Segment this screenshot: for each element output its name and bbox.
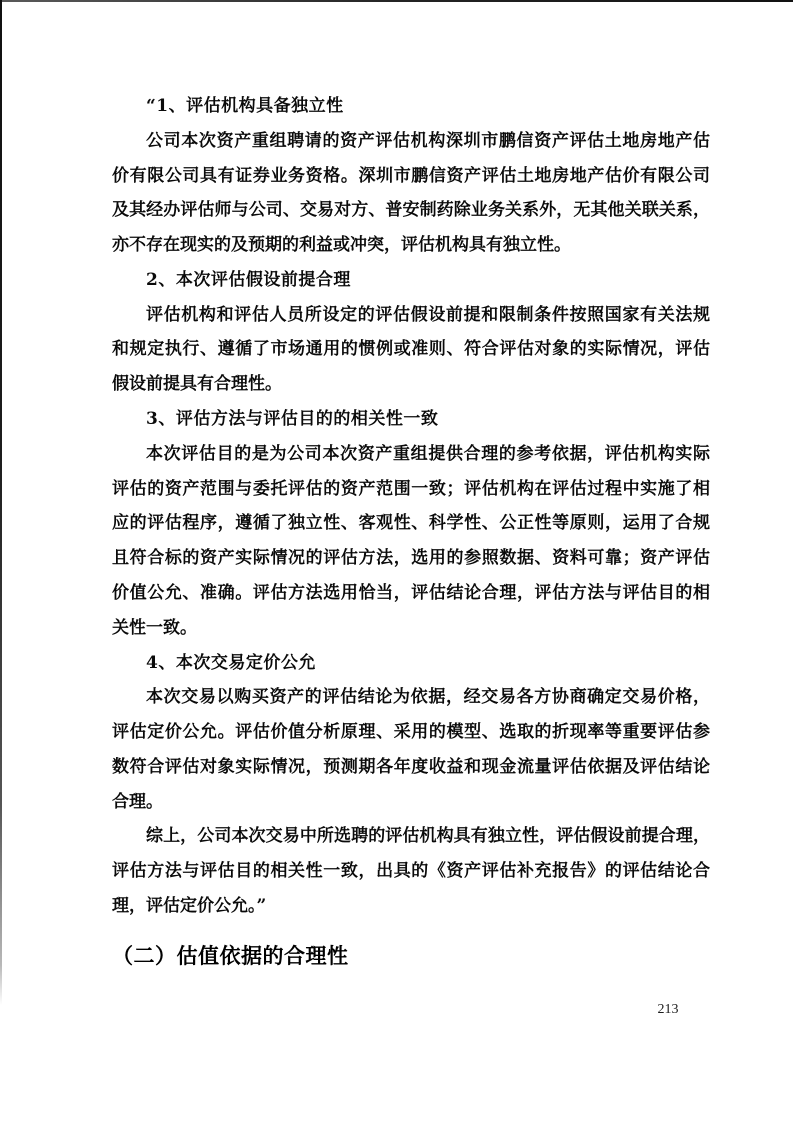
section-heading: 3、评估方法与评估目的的相关性一致 bbox=[146, 409, 439, 430]
body-line: 评估方法与评估目的相关性一致，出具的《资产评估补充报告》的评估结论合 bbox=[112, 861, 710, 882]
body-line: 且符合标的资产实际情况的评估方法，选用的参照数据、资料可靠；资产评估 bbox=[112, 548, 710, 569]
scan-artifact-top-edge bbox=[0, 0, 793, 2]
body-line: 合理。 bbox=[112, 791, 163, 812]
body-line: 价值公允、准确。评估方法选用恰当，评估结论合理，评估方法与评估目的相 bbox=[112, 582, 710, 603]
body-line: 评估定价公允。评估价值分析原理、采用的模型、选取的折现率等重要评估参 bbox=[112, 722, 710, 743]
body-line: 和规定执行、遵循了市场通用的惯例或准则、符合评估对象的实际情况，评估 bbox=[112, 339, 710, 360]
body-line: 应的评估程序，遵循了独立性、客观性、科学性、公正性等原则，运用了合规 bbox=[112, 513, 710, 534]
scan-artifact-left-edge bbox=[0, 0, 2, 1005]
body-line: 价有限公司具有证券业务资格。深圳市鹏信资产评估土地房地产估价有限公司 bbox=[112, 165, 710, 186]
page-number: 213 bbox=[657, 1002, 679, 1017]
subsection-heading: （二）估值依据的合理性 bbox=[112, 944, 349, 968]
body-line: 数符合评估对象实际情况，预测期各年度收益和现金流量评估依据及评估结论 bbox=[112, 756, 710, 777]
section-heading: “1、评估机构具备独立性 bbox=[146, 96, 344, 116]
section-heading: 2、本次评估假设前提合理 bbox=[146, 269, 351, 290]
body-line: 本次评估目的是为公司本次资产重组提供合理的参考依据，评估机构实际 bbox=[146, 443, 710, 464]
body-line: 评估机构和评估人员所设定的评估假设前提和限制条件按照国家有关法规 bbox=[146, 304, 710, 325]
body-line: 亦不存在现实的及预期的利益或冲突，评估机构具有独立性。 bbox=[112, 235, 571, 256]
body-line: 假设前提具有合理性。 bbox=[112, 374, 282, 395]
body-line: 公司本次资产重组聘请的资产评估机构深圳市鹏信资产评估土地房地产估 bbox=[146, 130, 710, 151]
body-line: 综上，公司本次交易中所选聘的评估机构具有独立性，评估假设前提合理， bbox=[146, 826, 710, 847]
body-line: 本次交易以购买资产的评估结论为依据，经交易各方协商确定交易价格， bbox=[146, 687, 710, 708]
section-heading: 4、本次交易定价公允 bbox=[146, 652, 316, 673]
body-line: 评估的资产范围与委托评估的资产范围一致；评估机构在评估过程中实施了相 bbox=[112, 478, 710, 499]
document-body bbox=[112, 89, 710, 924]
body-line: 理，评估定价公允。” bbox=[112, 895, 267, 916]
body-line: 关性一致。 bbox=[112, 617, 197, 638]
body-line: 及其经办评估师与公司、交易对方、普安制药除业务关系外，无其他关联关系， bbox=[112, 200, 710, 221]
